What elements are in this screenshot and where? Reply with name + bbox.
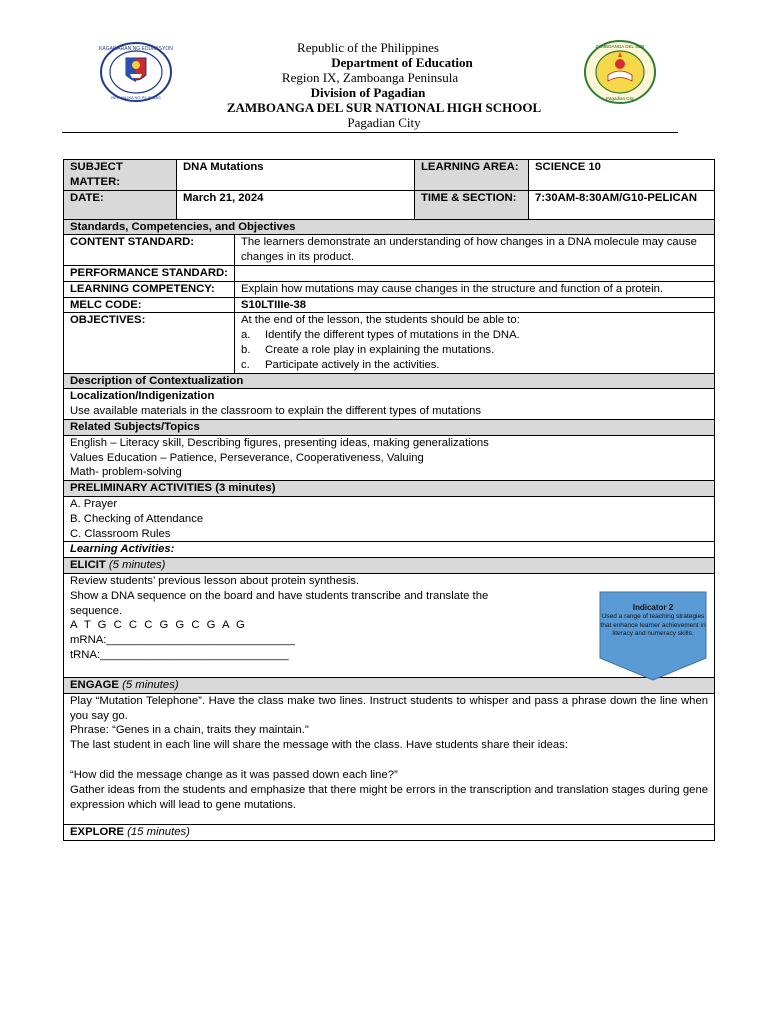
melc-code-value: S10LTIIIe-38 [235,297,715,313]
header-region: Region IX, Zamboanga Peninsula [281,70,459,85]
indicator-callout [598,590,708,682]
objectives-intro: At the end of the lesson, the students should be able to: [241,314,520,327]
date-value: March 21, 2024 [177,190,415,219]
header-city: Pagadian City [347,115,421,130]
objective-item [241,343,708,358]
info-row-subject [64,160,715,191]
content-standard-value: The learners demonstrate an understanding of how changes in a DNA molecule may cause changes in its product. [235,235,715,266]
objective-item [241,358,708,373]
svg-text:ZAMBOANGA DEL SUR: ZAMBOANGA DEL SUR [595,44,645,49]
contextualization-heading: Description of Contextualization [64,373,715,389]
related-subject-item: Values Education – Patience, Perseverance, Cooperativeness, Valuing [70,451,424,464]
svg-text:Pagadian City: Pagadian City [605,96,635,101]
lesson-plan-table [63,159,715,841]
info-row-date [64,190,715,219]
objective-letter: c. [241,358,250,371]
related-subject-item: Math- problem-solving [70,466,182,479]
date-label: DATE: [64,190,177,219]
objectives-row [64,313,715,373]
objectives-label: OBJECTIVES: [64,313,235,373]
header-department: Department of Education [331,55,473,70]
preliminary-item: A. Prayer [70,497,118,510]
performance-standard-label: PERFORMANCE STANDARD: [64,265,235,281]
engage-row [64,693,715,824]
objective-text: Identify the different types of mutations in the DNA. [265,329,520,342]
engage-paragraph: Gather ideas from the students and emphasize that there might be errors in the transcription and translation stages during gene expression which will lead to gene mutations. [70,783,709,811]
learning-activities-heading: Learning Activities: [64,542,715,558]
related-subjects-row [64,435,715,480]
svg-text:KAGAWARAN NG EDUKASYON: KAGAWARAN NG EDUKASYON [99,46,173,52]
objectives-value [235,313,715,373]
preliminary-cell [64,496,715,541]
engage-phrase: Phrase: “Genes in a chain, traits they maintain." [70,724,309,737]
header-school-name: ZAMBOANGA DEL SUR NATIONAL HIGH SCHOOL [226,100,542,115]
mrna-blank: mRNA:______________________________ [70,634,295,647]
elicit-heading [64,558,715,574]
subject-label: SUBJECT MATTER: [64,160,177,191]
header-republic: Republic of the Philippines [297,40,439,55]
localization-row [64,389,715,420]
engage-question: “How did the message change as it was passed down each line?” [70,768,398,781]
engage-label: ENGAGE [70,678,119,691]
elicit-line: sequence. [70,604,123,617]
performance-standard-value [235,265,715,281]
objective-text: Participate actively in the activities. [265,358,440,371]
indicator-title: Indicator 2 [632,603,674,612]
melc-code-row [64,297,715,313]
melc-code-label: MELC CODE: [64,297,235,313]
header-divider [62,132,678,133]
preliminary-item: C. Classroom Rules [70,527,171,540]
localization-heading: Localization/Indigenization [70,390,215,403]
engage-cell [64,693,715,824]
learning-area-value: SCIENCE 10 [529,160,715,191]
indicator-description: Used a range of teaching strategies that enhance learner achievement in literacy and numeracy skills. [600,613,706,637]
elicit-label: ELICIT [70,559,106,572]
learning-competency-value: Explain how mutations may cause changes in the structure and function of a protein. [235,281,715,297]
related-subjects-cell [64,435,715,480]
content-standard-label: CONTENT STANDARD: [64,235,235,266]
standards-heading: Standards, Competencies, and Objectives [64,219,715,235]
preliminary-item: B. Checking of Attendance [70,512,204,525]
engage-paragraph: Play “Mutation Telephone”. Have the class make two lines. Instruct students to whisper and pass a phrase down the line when you say go. [70,694,709,722]
explore-heading [64,824,715,840]
preliminary-row [64,496,715,541]
school-seal-logo [583,39,657,105]
indicator-text-block [598,602,708,639]
localization-cell [64,389,715,420]
trna-blank: tRNA:______________________________ [70,648,289,661]
objective-letter: b. [241,343,251,356]
document-header [0,0,768,140]
objective-letter: a. [241,329,251,342]
time-section-label: TIME & SECTION: [415,190,529,219]
performance-standard-row [64,265,715,281]
objective-item [241,328,708,343]
localization-text: Use available materials in the classroom to explain the different types of mutations [70,405,482,418]
learning-area-label: LEARNING AREA: [415,160,529,191]
svg-text:REPUBLIKA NG PILIPINAS: REPUBLIKA NG PILIPINAS [111,95,161,100]
dna-sequence: A T G C C C G G C G A G [70,619,247,632]
subject-value: DNA Mutations [177,160,415,191]
time-section-value: 7:30AM-8:30AM/G10-PELICAN [529,190,715,219]
elicit-time: (5 minutes) [108,559,166,572]
explore-time: (15 minutes) [127,825,190,838]
elicit-line: Review students’ previous lesson about protein synthesis. [70,574,360,587]
learning-competency-label: LEARNING COMPETENCY: [64,281,235,297]
related-subjects-heading: Related Subjects/Topics [64,419,715,435]
explore-label: EXPLORE [70,825,124,838]
engage-time: (5 minutes) [122,678,179,691]
objective-text: Create a role play in explaining the mutations. [265,343,495,356]
header-division: Division of Pagadian [310,85,426,100]
content-standard-row [64,235,715,266]
engage-paragraph: The last student in each line will share the message with the class. Have students share their ideas: [70,739,568,752]
preliminary-heading: PRELIMINARY ACTIVITIES (3 minutes) [64,481,715,497]
elicit-line: Show a DNA sequence on the board and have students transcribe and translate the [70,589,489,602]
learning-competency-row [64,281,715,297]
related-subject-item: English – Literacy skill, Describing figures, presenting ideas, making generalizations [70,436,489,449]
